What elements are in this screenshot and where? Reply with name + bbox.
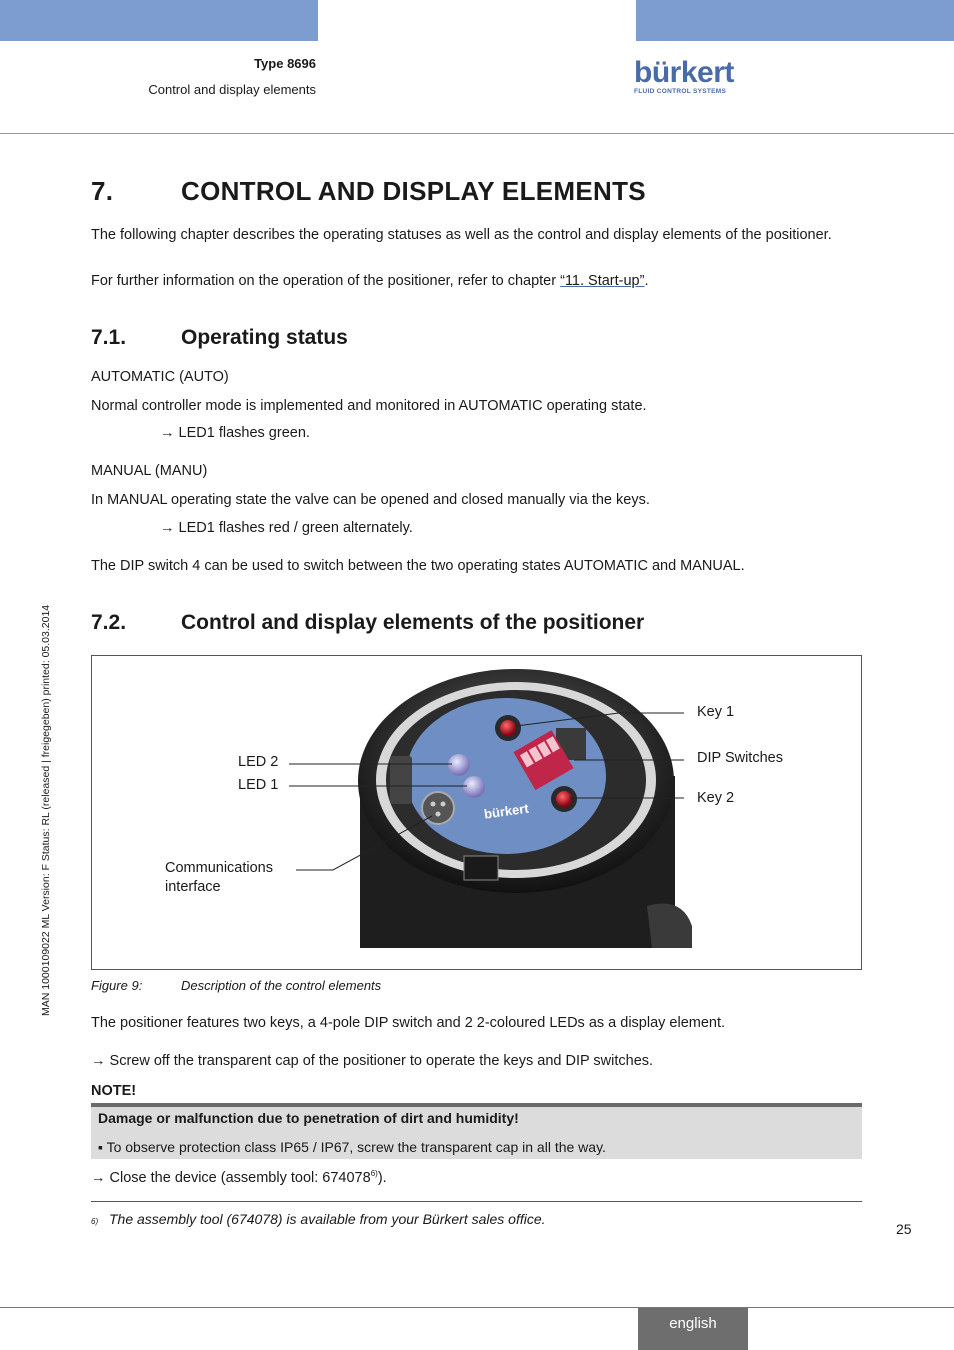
- page-number: 25: [896, 1221, 912, 1237]
- language-tab: english: [638, 1308, 748, 1350]
- intro-2-text: For further information on the operation of the positioner, refer to chapter: [91, 273, 561, 289]
- document-type: Type 8696: [254, 56, 316, 71]
- footnote: [91, 1211, 546, 1227]
- footnote-text: The assembly tool (674078) is available from your Bürkert sales office.: [109, 1211, 546, 1227]
- left-clip: [390, 756, 412, 804]
- header-bar-right: [636, 0, 954, 41]
- bottom-connector: [464, 856, 498, 880]
- key-1-button: [500, 720, 516, 736]
- intro-2-end: .: [644, 273, 649, 289]
- side-document-info: MAN 1000109022 ML Version: F Status: RL (released | freigegeben) printed: 05.03.2014: [40, 604, 52, 1016]
- chapter-title: CONTROL AND DISPLAY ELEMENTS: [181, 176, 646, 206]
- note-action-text: → Close the device (assembly tool: 674078: [91, 1169, 371, 1186]
- led-2: [448, 754, 470, 776]
- auto-result: → LED1 flashes green.: [160, 425, 310, 441]
- caption-number: Figure 9:: [91, 978, 143, 993]
- section-number: 7.1.: [91, 326, 127, 349]
- note-bullet: ▪ To observe protection class IP65 / IP67, screw the transparent cap in all the way.: [98, 1139, 606, 1155]
- section-heading-7-2: [91, 611, 644, 635]
- label-comm-2: interface: [165, 879, 221, 895]
- features-text: The positioner features two keys, a 4-pole DIP switch and 2 2-coloured LEDs as a display element.: [91, 1015, 726, 1031]
- section-title: Control and display elements of the positioner: [181, 611, 645, 634]
- header-rule: [0, 133, 954, 134]
- figure-caption: [91, 978, 381, 993]
- footnote-marker: 6): [91, 1217, 99, 1226]
- logo-word: bürkert: [634, 56, 734, 89]
- positioner-illustration: [92, 656, 861, 969]
- device-logo: bürkert: [483, 800, 530, 822]
- note-action-end: ).: [377, 1169, 387, 1186]
- led-1: [463, 776, 485, 798]
- manual-heading: MANUAL (MANU): [91, 463, 208, 479]
- logo-tagline: FLUID CONTROL SYSTEMS: [634, 88, 727, 95]
- label-key-2: Key 2: [697, 790, 735, 806]
- chapter-number: 7.: [91, 176, 114, 206]
- section-title: Operating status: [181, 326, 348, 349]
- header-bar-left: [0, 0, 318, 41]
- note-label: NOTE!: [91, 1083, 137, 1099]
- key-2-button: [556, 791, 572, 807]
- chapter-intro-2: [91, 272, 871, 290]
- section-number: 7.2.: [91, 611, 127, 634]
- note-heading: Damage or malfunction due to penetration of dirt and humidity!: [98, 1110, 519, 1126]
- auto-text: Normal controller mode is implemented and monitored in AUTOMATIC operating state.: [91, 398, 647, 414]
- housing-fitting: [647, 904, 692, 949]
- section-heading-7-1: [91, 326, 348, 350]
- auto-heading: AUTOMATIC (AUTO): [91, 369, 229, 385]
- caption-text: Description of the control elements: [181, 978, 382, 993]
- dip-switch-text: The DIP switch 4 can be used to switch between the two operating states AUTOMATIC and MANUAL.: [91, 558, 745, 574]
- footnote-ref: 6): [370, 1169, 378, 1178]
- manual-text: In MANUAL operating state the valve can be opened and closed manually via the keys.: [91, 492, 650, 508]
- label-key-1: Key 1: [697, 704, 735, 720]
- label-dip-switches: DIP Switches: [697, 750, 783, 766]
- start-up-link[interactable]: “11. Start-up”: [560, 273, 645, 289]
- chapter-heading: [91, 176, 646, 207]
- chapter-intro-1: The following chapter describes the operating statuses as well as the control and display elements of the positioner.: [91, 227, 832, 243]
- label-led-2: LED 2: [238, 754, 279, 770]
- instruction-text: → Screw off the transparent cap of the positioner to operate the keys and DIP switches.: [91, 1053, 654, 1069]
- manual-result: → LED1 flashes red / green alternately.: [160, 520, 413, 536]
- note-action: [91, 1165, 871, 1187]
- label-comm-1: Communications: [165, 860, 273, 876]
- label-led-1: LED 1: [238, 777, 279, 793]
- footer-rule: [0, 1307, 954, 1308]
- footnote-rule: [91, 1201, 862, 1202]
- document-subtitle: Control and display elements: [148, 82, 316, 97]
- figure-frame: [91, 655, 862, 970]
- brand-logo: [634, 58, 734, 95]
